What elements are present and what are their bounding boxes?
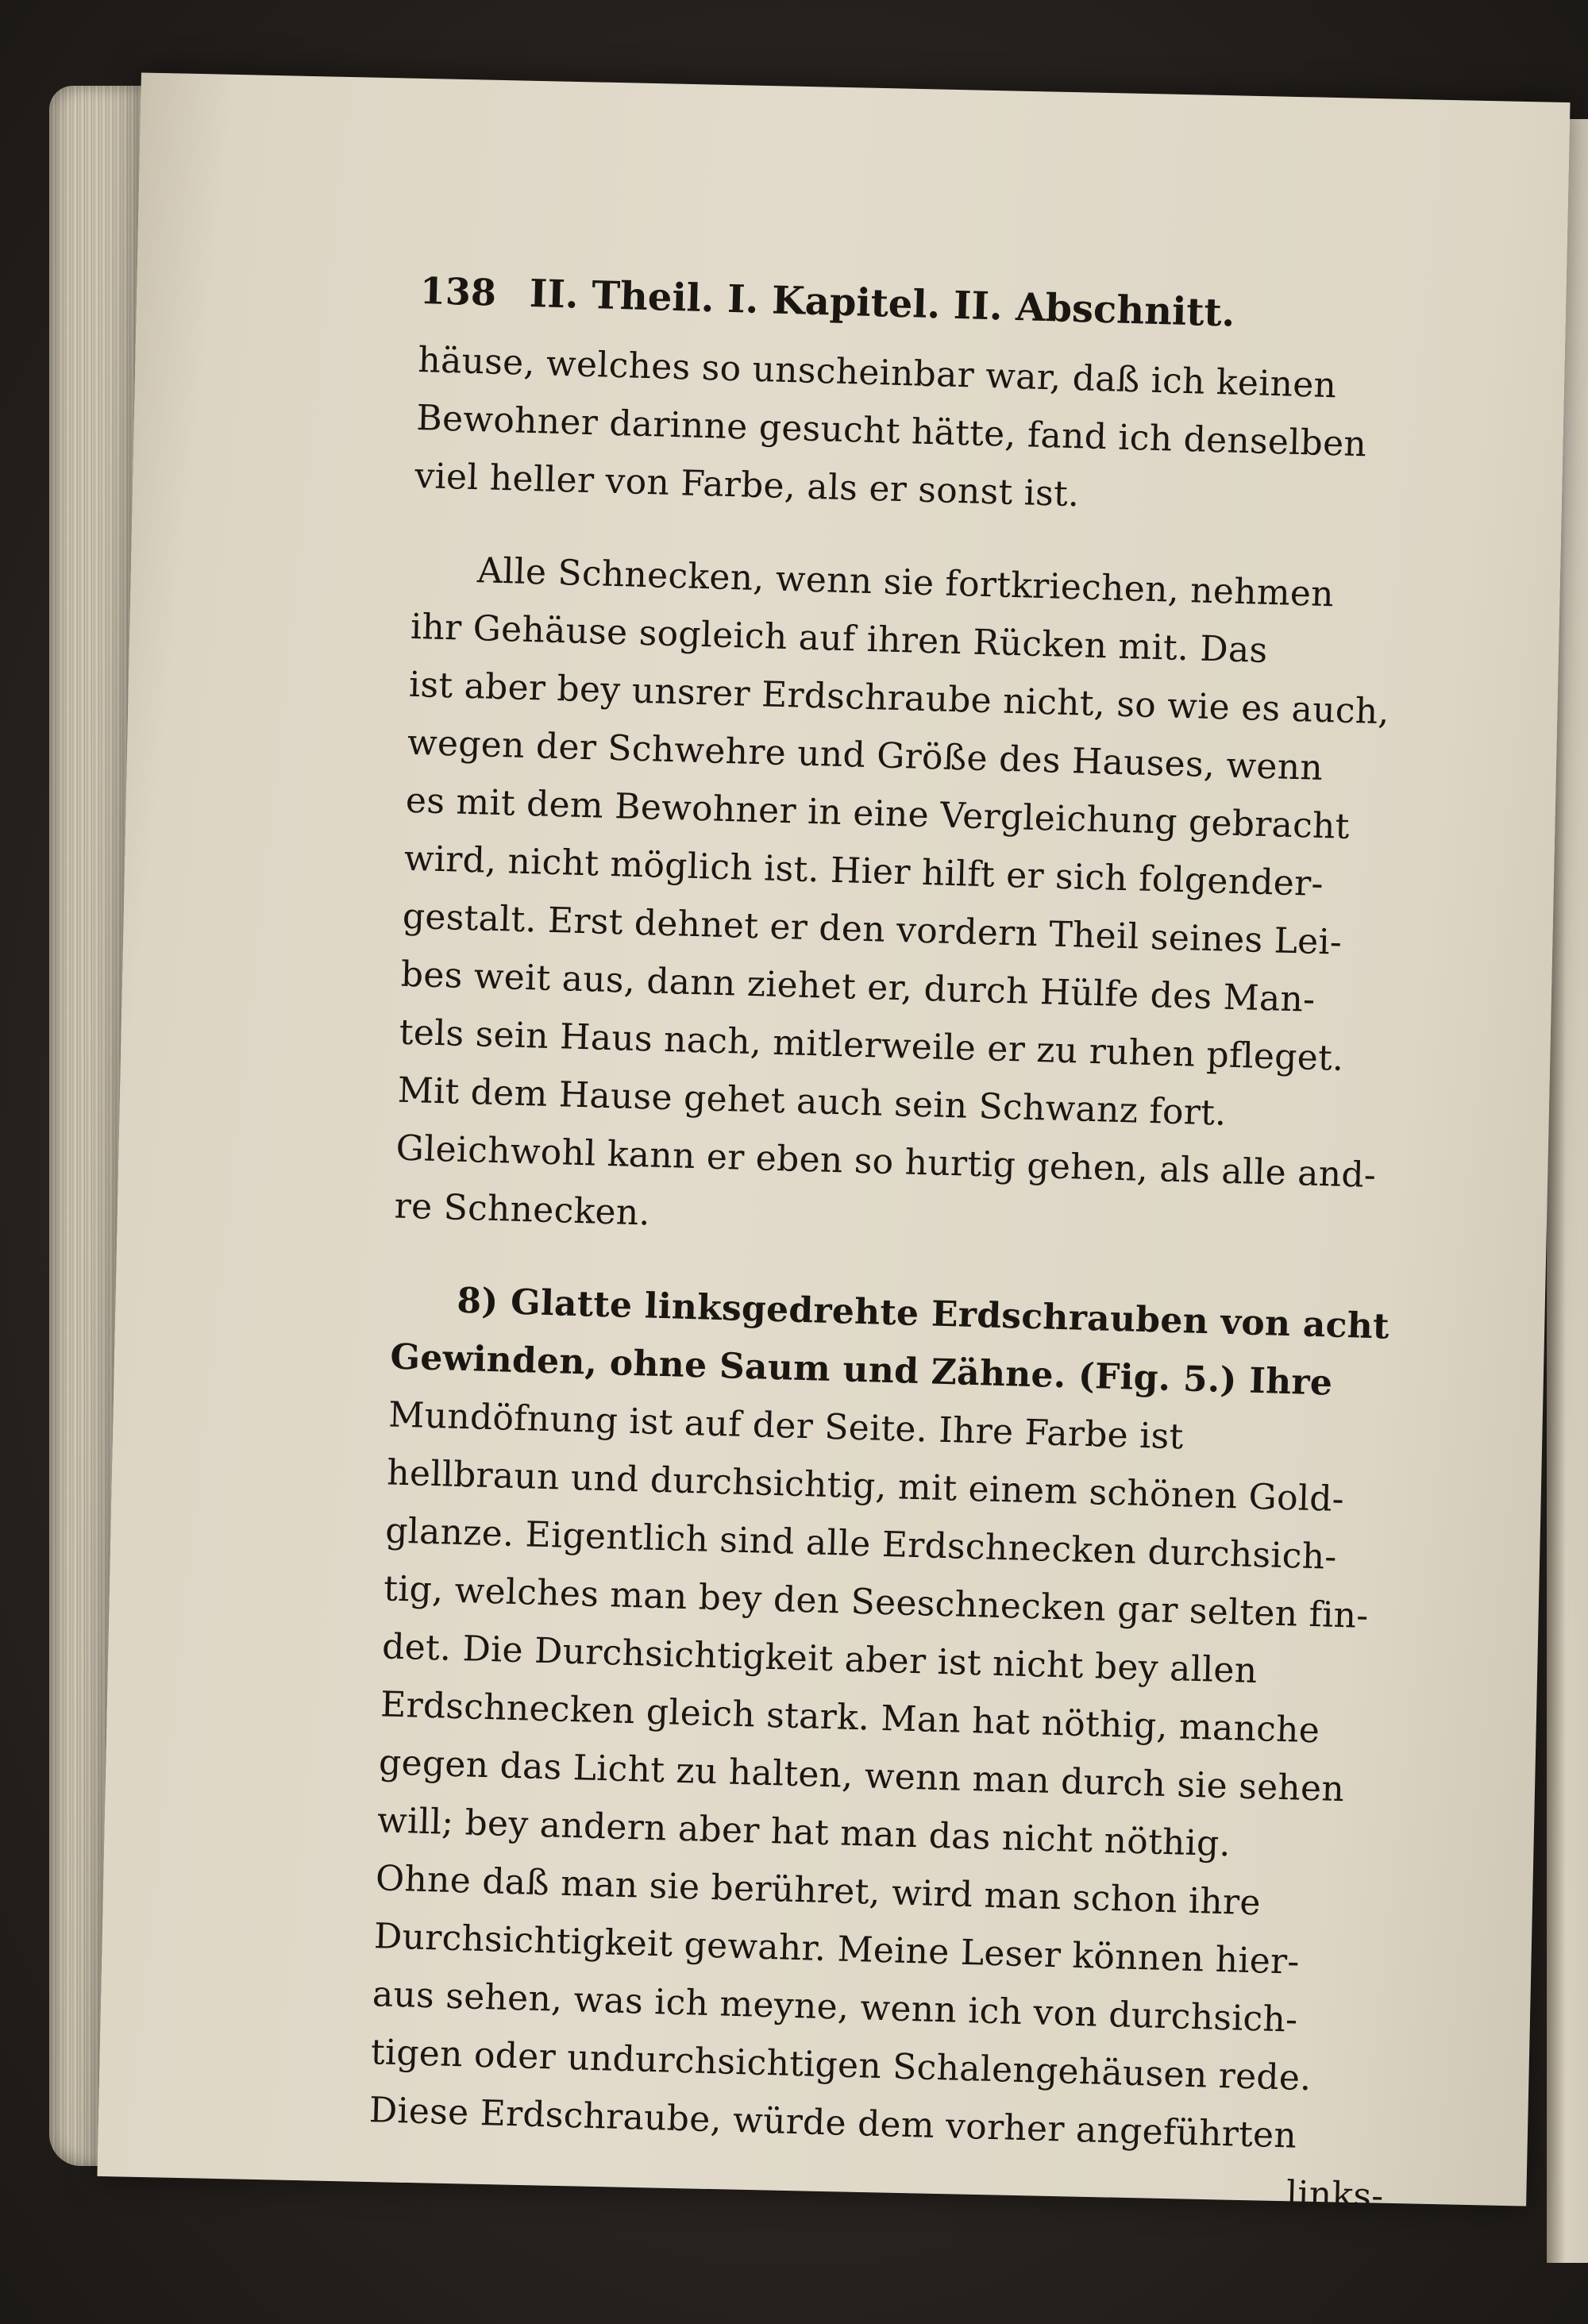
text-line: Mundöfnung ist auf der Seite. Ihre Farbe ist: [387, 1394, 1185, 1458]
text-line: häuse, welches so unscheinbar war, daß ich keinen: [417, 339, 1337, 407]
text-line: glanze. Eigentlich sind alle Erdschnecken durchsich-: [384, 1510, 1338, 1578]
text-line: Ohne daß man sie berühret, wird man schon ihre: [375, 1858, 1262, 1924]
text-line: Alle Schnecken, wenn sie fortkriechen, nehmen: [476, 550, 1335, 615]
text-line: tigen oder undurchsichtigen Schalengehäusen rede.: [370, 2032, 1312, 2099]
text-line: will; bey andern aber hat man das nicht nöthig.: [376, 1800, 1231, 1865]
text-line: Bewohner darinne gesucht hätte, fand ich denselben: [415, 397, 1367, 465]
paragraph-1: [414, 331, 1459, 534]
running-head-title: II. Theil. I. Kapitel. II. Abschnitt.: [529, 271, 1236, 336]
text-line: Gewinden, ohne Saum und Zähne. (Fig. 5.) Ihre: [389, 1336, 1333, 1404]
text-line: ist aber bey unsrer Erdschraube nicht, so wie es auch,: [408, 664, 1390, 733]
text-line: wegen der Schwehre und Größe des Hauses, wenn: [407, 722, 1324, 788]
text-line: es mit dem Bewohner in eine Vergleichung gebracht: [405, 780, 1351, 847]
text-line: bes weit aus, dann ziehet er, durch Hülfe des Man-: [400, 954, 1316, 1020]
text-line: 8) Glatte linksgedrehte Erdschrauben von acht: [456, 1280, 1390, 1347]
text-line: Erdschnecken gleich stark. Man hat nöthig, manche: [380, 1684, 1320, 1752]
text-line: det. Die Durchsichtigkeit aber ist nicht bey allen: [381, 1626, 1258, 1692]
text-line: Diese Erdschraube, würde dem vorher angeführten: [368, 2090, 1297, 2156]
text-line: Durchsichtigkeit gewahr. Meine Leser können hier-: [373, 1916, 1301, 1983]
text-line: tels sein Haus nach, mitlerweile er zu ruhen pfleget.: [399, 1012, 1345, 1079]
text-line: Gleichwohl kann er eben so hurtig gehen, als alle and-: [395, 1127, 1377, 1197]
page-text: [367, 262, 1461, 2226]
text-line: re Schnecken.: [394, 1185, 651, 1234]
text-line: viel heller von Farbe, als er sonst ist.: [414, 455, 1081, 515]
paragraph-3: [368, 1270, 1432, 2168]
paragraph-2: [394, 540, 1453, 1264]
text-line: wird, nicht möglich ist. Hier hilft er sich folgender-: [403, 838, 1324, 905]
text-line: gegen das Licht zu halten, wenn man durch sie sehen: [378, 1742, 1345, 1810]
text-line: gestalt. Erst dehnet er den vordern Theil seines Lei-: [402, 896, 1343, 963]
page-number: 138: [419, 268, 497, 314]
text-line: Mit dem Hause gehet auch sein Schwanz fort.: [397, 1070, 1228, 1134]
catchword: links-: [1285, 2173, 1385, 2217]
text-line: hellbraun und durchsichtig, mit einem schönen Gold-: [386, 1452, 1345, 1520]
text-line: ihr Gehäuse sogleich auf ihren Rücken mit. Das: [410, 606, 1269, 671]
text-line: aus sehen, was ich meyne, wenn ich von durchsich-: [372, 1974, 1299, 2041]
text-line: tig, welches man bey den Seeschnecken gar selten fin-: [383, 1568, 1370, 1636]
